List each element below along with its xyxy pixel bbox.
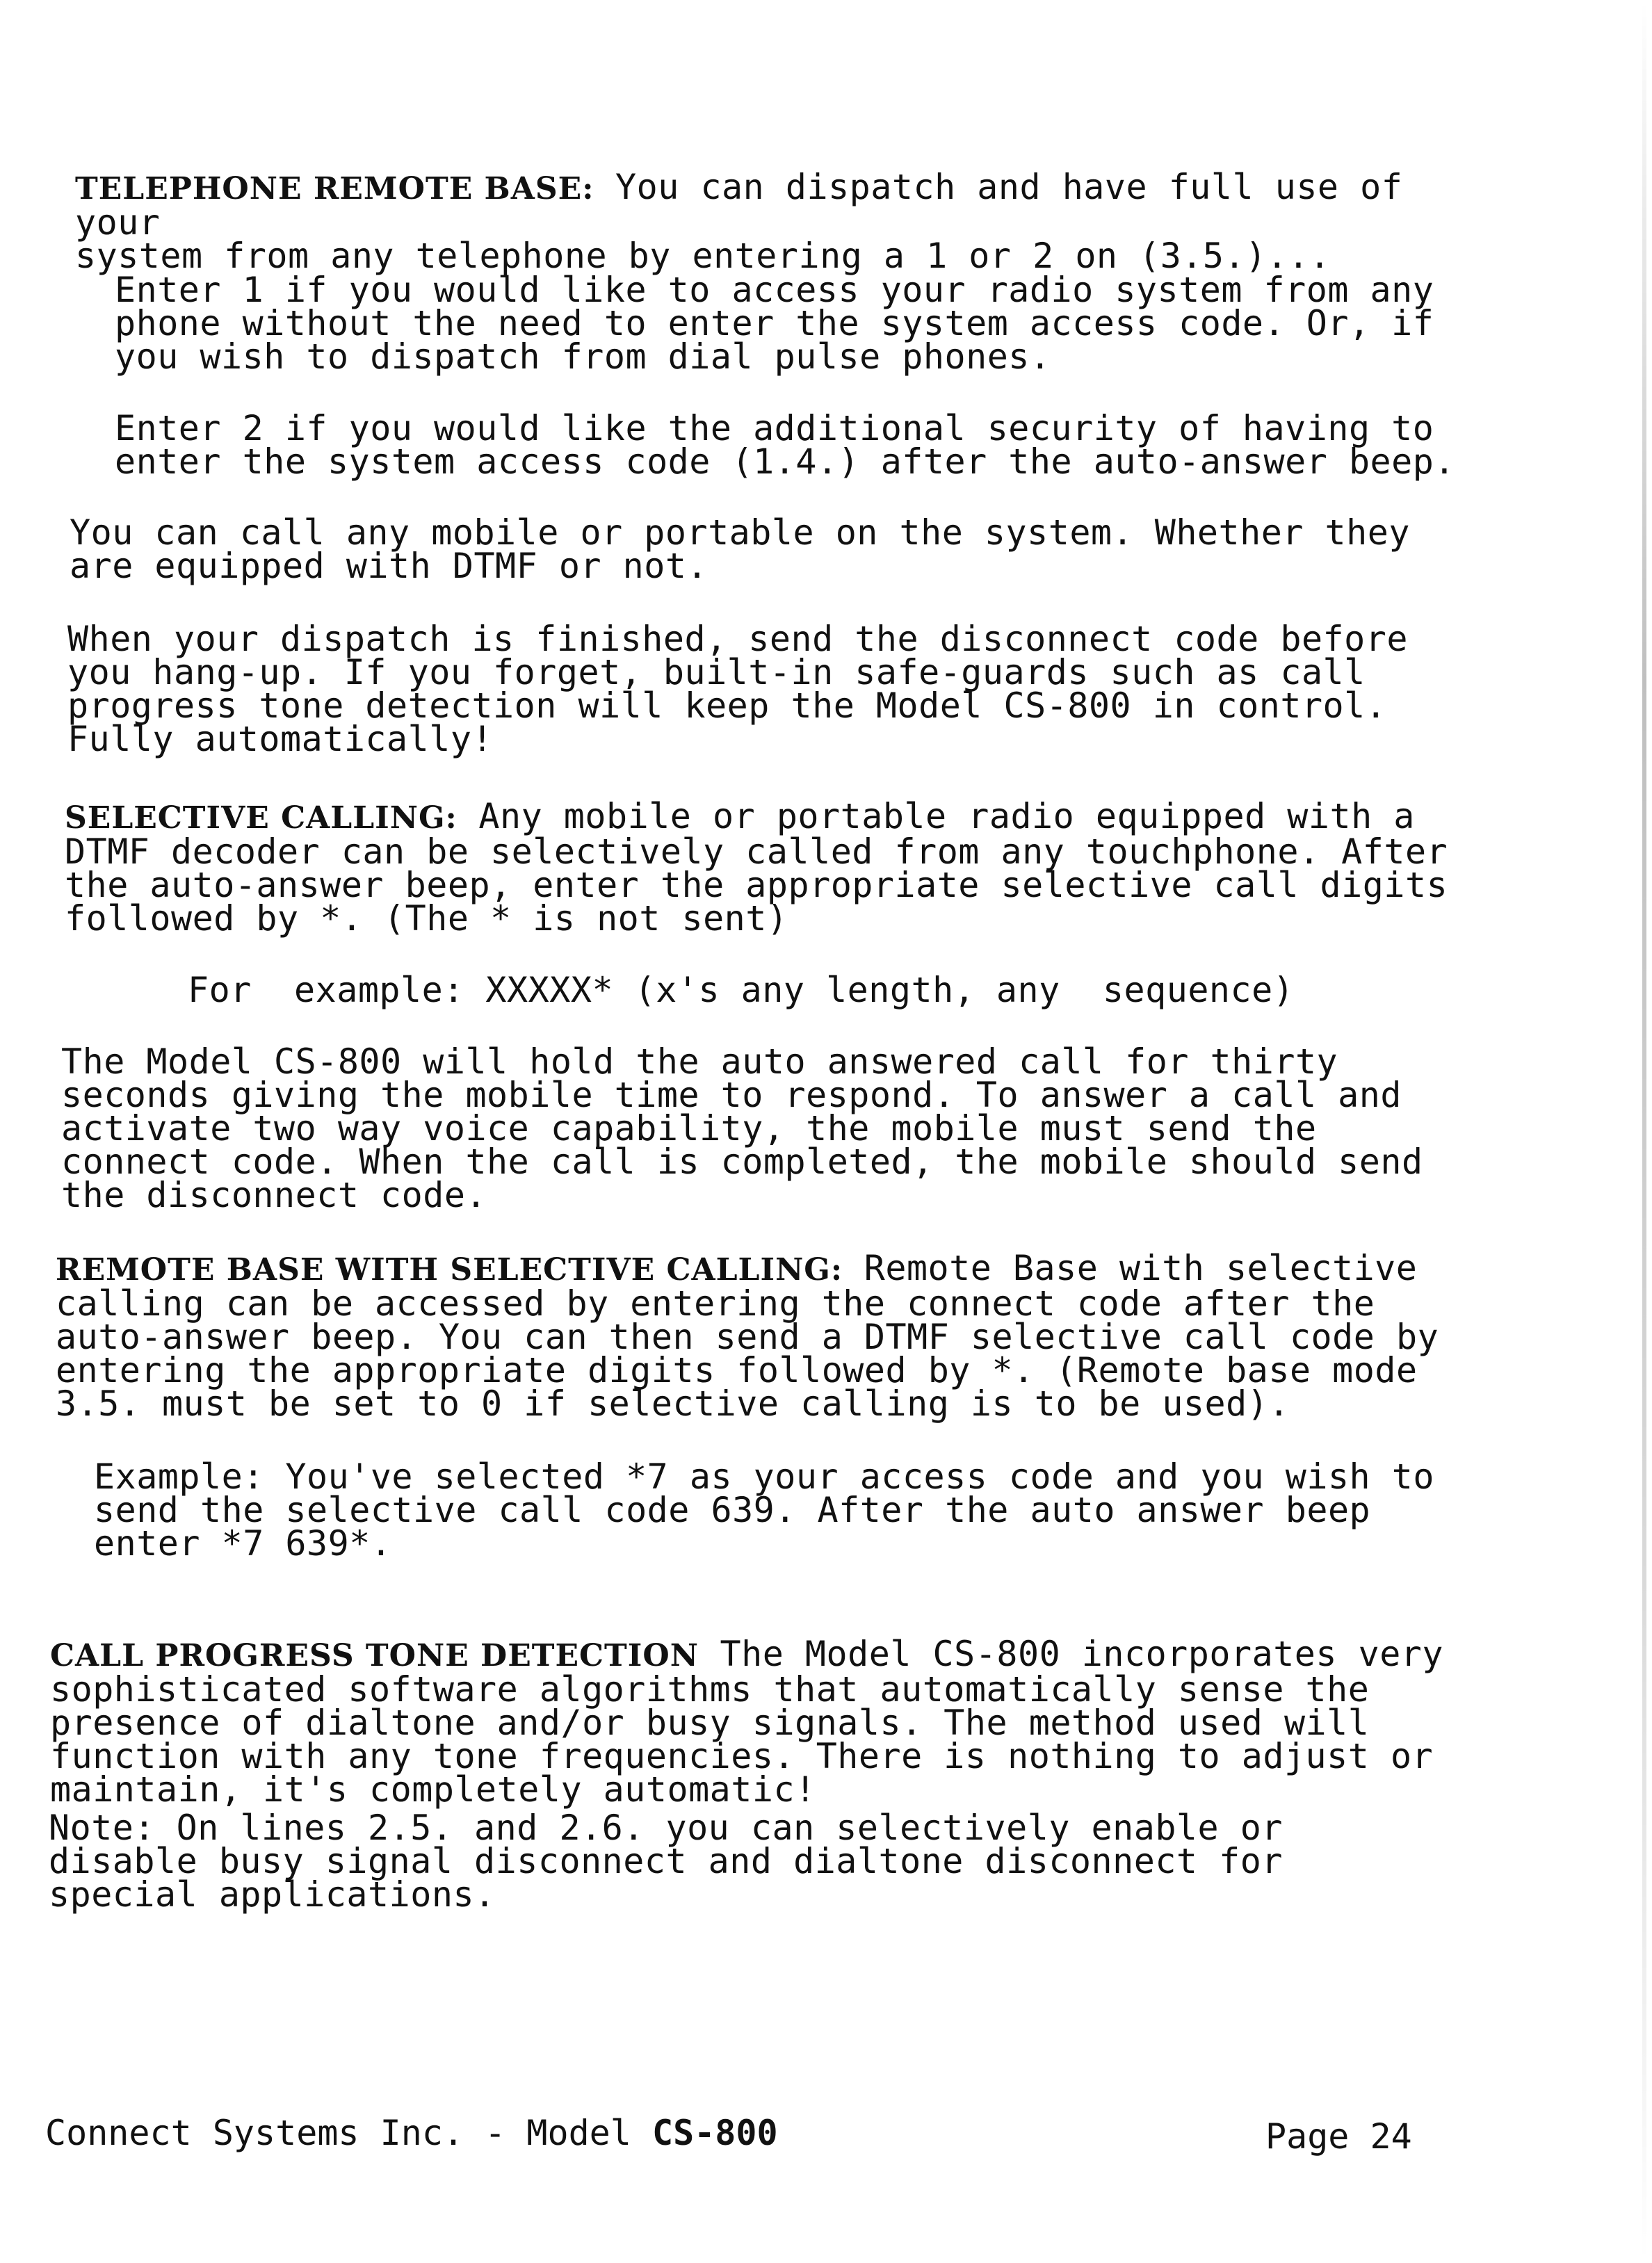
selective-calling-example: For example: XXXXX* (x's any length, any sequence)	[188, 970, 1295, 1010]
remote-base-selective-example: Example: You've selected *7 as your access code and you wish to send the selective call code 639. After the auto answer beep enter *7 639*.	[94, 1457, 1434, 1564]
option-enter-2: Enter 2 if you would like the additional security of having to enter the system access code (1.4.) after the auto-answer beep.	[115, 408, 1455, 482]
telephone-remote-base-heading: TELEPHONE REMOTE BASE:	[75, 171, 594, 206]
page-edge-shadow	[1642, 0, 1646, 2263]
footer-company	[45, 2114, 778, 2152]
dispatch-finished-paragraph: When your dispatch is finished, send the disconnect code before you hang-up. If you forget, built-in safe-guards such as call progress tone detection will keep the Model CS-800 in control. Fully automatically!	[67, 619, 1408, 759]
remote-base-selective-heading: REMOTE BASE WITH SELECTIVE CALLING:	[56, 1252, 843, 1288]
selective-calling-heading: SELECTIVE CALLING:	[65, 800, 457, 836]
selective-calling-rest: DTMF decoder can be selectively called from any touchphone. After the auto-answer beep, enter the appropriate selective call digits followed by *. (The * is not sent)	[65, 832, 1448, 939]
telephone-remote-base-intro-line2: system from any telephone by entering a 1 or 2 on (3.5.)...	[75, 236, 1331, 276]
call-any-mobile-paragraph: You can call any mobile or portable on the system. Whether they are equipped with DTMF or not.	[70, 512, 1410, 586]
selective-calling-line1: Any mobile or portable radio equipped with a	[457, 796, 1415, 836]
call-progress-paragraph	[50, 1634, 1468, 1810]
remote-base-selective-rest: calling can be accessed by entering the connect code after the auto-answer beep. You can then send a DTMF selective call code by entering the appropriate digits followed by *. (Remote base mode 3.5. must be set to 0 if selective calling is to be used).	[56, 1283, 1439, 1424]
call-progress-heading: CALL PROGRESS TONE DETECTION	[50, 1638, 699, 1673]
footer-company-text: Connect Systems Inc. - Model	[45, 2113, 652, 2153]
remote-base-selective-line1: Remote Base with selective	[843, 1248, 1418, 1288]
call-progress-line1: The Model CS-800 incorporates very	[698, 1634, 1444, 1674]
footer-page-number: Page 24	[1265, 2116, 1412, 2157]
telephone-remote-base-intro	[75, 167, 1466, 276]
footer-model: CS-800	[651, 2113, 778, 2153]
option-enter-1: Enter 1 if you would like to access your radio system from any phone without the need to enter the system access code. Or, if you wish to dispatch from dial pulse phones.	[115, 270, 1434, 377]
selective-calling-paragraph	[65, 796, 1469, 939]
hold-call-paragraph: The Model CS-800 will hold the auto answered call for thirty seconds giving the mobile time to respond. To answer a call and activate two way voice capability, the mobile must send the connect code. When the call is completed, the mobile should send the disconnect code.	[61, 1041, 1423, 1215]
telephone-remote-base-intro-line1: You can dispatch and have full use of your	[75, 167, 1424, 243]
remote-base-selective-paragraph	[56, 1248, 1467, 1424]
call-progress-rest: sophisticated software algorithms that automatically sense the presence of dialtone and/or busy signals. The method used will function with any tone frequencies. There is nothing to adjust or maintain, it's completely automatic!	[50, 1669, 1434, 1810]
call-progress-note: Note: On lines 2.5. and 2.6. you can selectively enable or disable busy signal disconnect and dialtone disconnect for special applications.	[49, 1808, 1283, 1915]
